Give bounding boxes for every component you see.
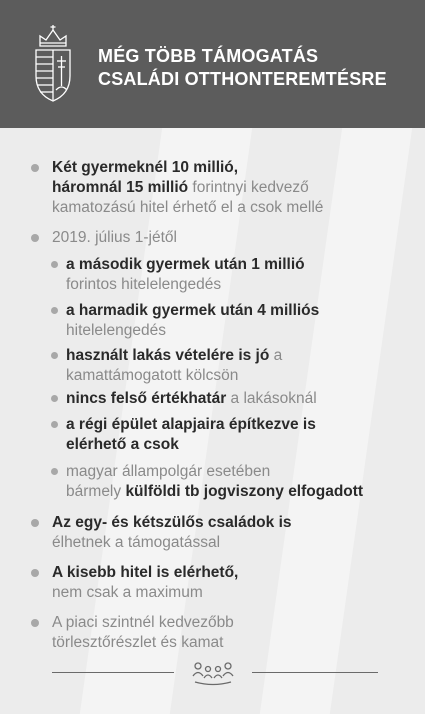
bullet-icon [31,164,39,172]
item-text-line [52,563,238,583]
highlight-text: használt lakás vételére is jó [66,347,274,364]
detail-text: kamattámogatott kölcsön [66,367,239,384]
footer-divider-right [252,672,378,673]
list-item [52,228,177,248]
family-people-icon [192,660,234,686]
coat-of-arms-icon [32,24,74,104]
item-text-line [52,198,323,218]
item-text-line [52,178,323,198]
item-text-line [66,321,319,341]
detail-text: a lakásoknál [230,390,317,407]
detail-text: nem csak a maximum [52,584,203,601]
item-text-line [66,255,305,275]
item-text-line [66,346,282,366]
bullet-icon [51,395,58,402]
bullet-icon [51,421,58,428]
item-text-line [66,415,316,435]
highlight-text: nincs felső értékhatár [66,390,231,407]
item-text-line [66,275,305,295]
item-text-line [52,613,234,633]
list-item [52,513,292,553]
item-text-line [66,482,363,502]
detail-text: kamatozású hitel érhető el a csok mellé [52,199,324,216]
highlight-text: a harmadik gyermek után 4 milliós [66,302,320,319]
sub-list-item [66,255,305,295]
detail-text: hitelelengedés [66,322,166,339]
detail-text: élhetnek a támogatással [52,534,221,551]
highlight-text: A kisebb hitel is elérhető, [52,564,239,581]
item-text-line [52,633,234,653]
highlight-text: a régi épület alapjaira építkezve is [66,416,316,433]
header-banner [0,0,425,128]
highlight-text: Két gyermeknél 10 millió, [52,159,239,176]
item-text-line [66,389,317,409]
item-text-line [52,533,292,553]
bullet-icon [51,468,58,475]
page-title [98,45,387,91]
sub-list-item [66,301,319,341]
highlight-text: elérhető a csok [66,436,179,453]
detail-text: forintos hitelelengedés [66,276,222,293]
item-text-line [66,366,282,386]
footer-divider-left [52,672,174,673]
detail-text: A piaci szintnél kedvezőbb [52,614,234,631]
detail-text: bármely [66,483,126,500]
item-text-line [66,435,316,455]
sub-list-item [66,462,363,502]
highlight-text: a második gyermek után 1 millió [66,256,305,273]
bullet-icon [31,569,39,577]
item-text-line [66,462,363,482]
item-text-line [52,583,238,603]
item-text-line [52,228,177,248]
item-text-line [52,158,323,178]
bullet-icon [51,261,58,268]
bullet-icon [31,619,39,627]
list-item [52,613,234,653]
highlight-text: Az egy- és kétszülős családok is [52,514,292,531]
sub-list-item [66,346,282,386]
detail-text: 2019. július 1-jétől [52,229,177,246]
bullet-icon [51,352,58,359]
list-item [52,158,323,218]
detail-text: magyar állampolgár esetében [66,463,271,480]
bullet-icon [31,519,39,527]
item-text-line [66,301,319,321]
bullet-icon [51,307,58,314]
detail-text: a [273,347,283,364]
sub-list-item [66,389,317,409]
bullet-icon [31,234,39,242]
highlight-text: háromnál 15 millió [52,179,193,196]
list-item [52,563,238,603]
detail-text: forintnyi kedvező [192,179,309,196]
highlight-text: külföldi tb jogviszony elfogadott [125,483,364,500]
content-area [0,128,425,714]
item-text-line [52,513,292,533]
title-line-1: MÉG TÖBB TÁMOGATÁS [98,46,319,66]
title-line-2: CSALÁDI OTTHONTEREMTÉSRE [98,69,387,89]
detail-text: törlesztőrészlet és kamat [52,634,224,651]
sub-list-item [66,415,316,455]
